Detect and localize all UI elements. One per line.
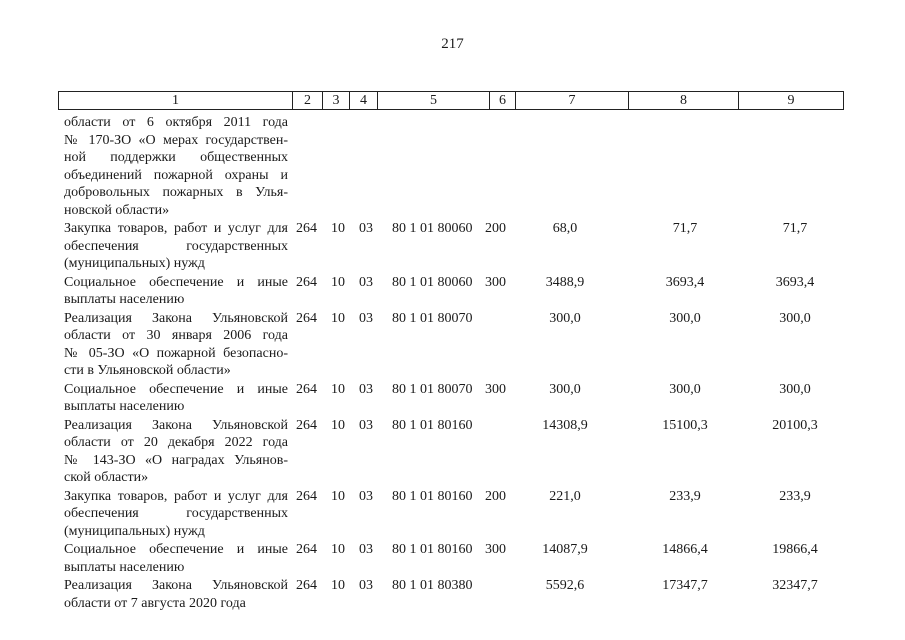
cell-col-2: 264 xyxy=(296,542,317,557)
cell-col-7: 14087,9 xyxy=(542,542,588,557)
row-description xyxy=(64,310,288,380)
cell-col-7: 300,0 xyxy=(549,381,581,397)
cell-col-7: 300,0 xyxy=(549,310,581,326)
header-col-5: 5 xyxy=(377,92,489,109)
description-line: области от 6 октября 2011 года xyxy=(64,115,288,130)
cell-col-3: 10 xyxy=(331,274,345,290)
description-line: № 143-ЗО «О наградах Ульянов- xyxy=(64,452,288,468)
row-description xyxy=(64,220,288,273)
cell-col-5: 80 1 01 80060 xyxy=(392,221,473,236)
cell-col-7: 14308,9 xyxy=(542,417,588,433)
cell-col-5: 80 1 01 80380 xyxy=(392,578,473,593)
description-line: Социальное обеспечение и иные xyxy=(64,274,288,290)
cell-col-4: 03 xyxy=(359,578,373,593)
cell-col-9: 300,0 xyxy=(779,381,811,397)
cell-col-2: 264 xyxy=(296,578,317,593)
row-description xyxy=(64,417,288,487)
cell-col-3: 10 xyxy=(331,221,345,236)
cell-col-3: 10 xyxy=(331,381,345,397)
header-col-9: 9 xyxy=(738,92,843,109)
description-line: ской области» xyxy=(64,470,149,485)
cell-col-6: 300 xyxy=(485,274,506,290)
cell-col-6: 200 xyxy=(485,221,506,236)
cell-col-3: 10 xyxy=(331,417,345,433)
cell-col-5: 80 1 01 80160 xyxy=(392,542,473,557)
cell-col-5: 80 1 01 80070 xyxy=(392,310,473,326)
cell-col-5: 80 1 01 80060 xyxy=(392,274,473,290)
cell-col-6: 300 xyxy=(485,542,506,557)
row-description xyxy=(64,577,288,612)
cell-col-9: 3693,4 xyxy=(775,274,815,290)
description-line: выплаты населению xyxy=(64,292,185,307)
cell-col-7: 68,0 xyxy=(552,221,578,236)
description-line: обеспечения государственных xyxy=(64,238,288,254)
cell-col-7: 5592,6 xyxy=(545,578,585,593)
cell-col-8: 300,0 xyxy=(669,381,701,397)
cell-col-8: 14866,4 xyxy=(662,542,708,557)
header-col-7: 7 xyxy=(515,92,628,109)
cell-col-4: 03 xyxy=(359,274,373,290)
cell-col-4: 03 xyxy=(359,542,373,557)
cell-col-8: 71,7 xyxy=(672,221,698,236)
cell-col-2: 264 xyxy=(296,381,317,397)
description-line: сти в Ульяновской области» xyxy=(64,363,231,378)
description-line: Социальное обеспечение и иные xyxy=(64,381,288,397)
description-line: ной поддержки общественных xyxy=(64,150,288,165)
cell-col-4: 03 xyxy=(359,381,373,397)
cell-col-3: 10 xyxy=(331,488,345,504)
description-line: добровольных пожарных в Улья- xyxy=(64,185,288,200)
cell-col-2: 264 xyxy=(296,488,317,504)
description-line: выплаты населению xyxy=(64,559,185,575)
cell-col-9: 32347,7 xyxy=(772,578,818,593)
cell-col-4: 03 xyxy=(359,488,373,504)
header-col-4: 4 xyxy=(349,92,377,109)
description-line: Закупка товаров, работ и услуг для xyxy=(64,221,288,236)
cell-col-8: 3693,4 xyxy=(665,274,705,290)
header-col-3: 3 xyxy=(322,92,349,109)
page-number: 217 xyxy=(441,36,464,52)
header-col-6: 6 xyxy=(489,92,515,109)
description-line: области от 7 августа 2020 года xyxy=(64,595,246,611)
description-line: (муниципальных) нужд xyxy=(64,523,205,539)
cell-col-4: 03 xyxy=(359,221,373,236)
cell-col-7: 3488,9 xyxy=(545,274,585,290)
cell-col-5: 80 1 01 80160 xyxy=(392,488,473,504)
cell-col-9: 71,7 xyxy=(782,221,808,236)
header-col-1: 1 xyxy=(172,93,179,108)
cell-col-3: 10 xyxy=(331,310,345,326)
table-header-row xyxy=(58,91,844,110)
cell-col-8: 17347,7 xyxy=(662,578,708,593)
description-line: Реализация Закона Ульяновской xyxy=(64,417,288,433)
row-description xyxy=(64,488,288,541)
description-line: Реализация Закона Ульяновской xyxy=(64,578,288,593)
cell-col-3: 10 xyxy=(331,578,345,593)
description-line: Реализация Закона Ульяновской xyxy=(64,310,288,326)
cell-col-5: 80 1 01 80070 xyxy=(392,381,473,397)
description-line: новской области» xyxy=(64,202,170,218)
header-col-2: 2 xyxy=(292,92,322,109)
cell-col-9: 233,9 xyxy=(779,488,811,504)
cell-col-9: 19866,4 xyxy=(772,542,818,557)
row-description xyxy=(64,541,288,576)
row-description xyxy=(64,274,288,309)
row-description xyxy=(64,381,288,416)
cell-col-7: 221,0 xyxy=(549,488,581,504)
description-line: обеспечения государственных xyxy=(64,506,288,521)
cell-col-8: 300,0 xyxy=(669,310,701,326)
description-line: Социальное обеспечение и иные xyxy=(64,542,288,557)
cell-col-8: 15100,3 xyxy=(662,417,708,433)
cell-col-6: 200 xyxy=(485,488,506,504)
description-line: (муниципальных) нужд xyxy=(64,256,205,271)
cell-col-9: 300,0 xyxy=(779,310,811,326)
description-line: выплаты населению xyxy=(64,399,185,414)
cell-col-4: 03 xyxy=(359,417,373,433)
cell-col-5: 80 1 01 80160 xyxy=(392,417,473,433)
cell-col-3: 10 xyxy=(331,542,345,557)
description-line: области от 30 января 2006 года xyxy=(64,328,288,343)
description-line: № 170-ЗО «О мерах государствен- xyxy=(64,132,288,148)
description-line: объединений пожарной охраны и xyxy=(64,167,288,183)
cell-col-6: 300 xyxy=(485,381,506,397)
description-line: № 05-ЗО «О пожарной безопасно- xyxy=(64,345,288,361)
cell-col-9: 20100,3 xyxy=(772,417,818,433)
description-line: области от 20 декабря 2022 года xyxy=(64,435,288,450)
description-line: Закупка товаров, работ и услуг для xyxy=(64,488,288,504)
cell-col-2: 264 xyxy=(296,221,317,236)
cell-col-2: 264 xyxy=(296,274,317,290)
header-col-8: 8 xyxy=(628,92,738,109)
cell-col-2: 264 xyxy=(296,417,317,433)
cell-col-4: 03 xyxy=(359,310,373,326)
cell-col-2: 264 xyxy=(296,310,317,326)
cell-col-8: 233,9 xyxy=(669,488,701,504)
row-description xyxy=(64,114,288,219)
